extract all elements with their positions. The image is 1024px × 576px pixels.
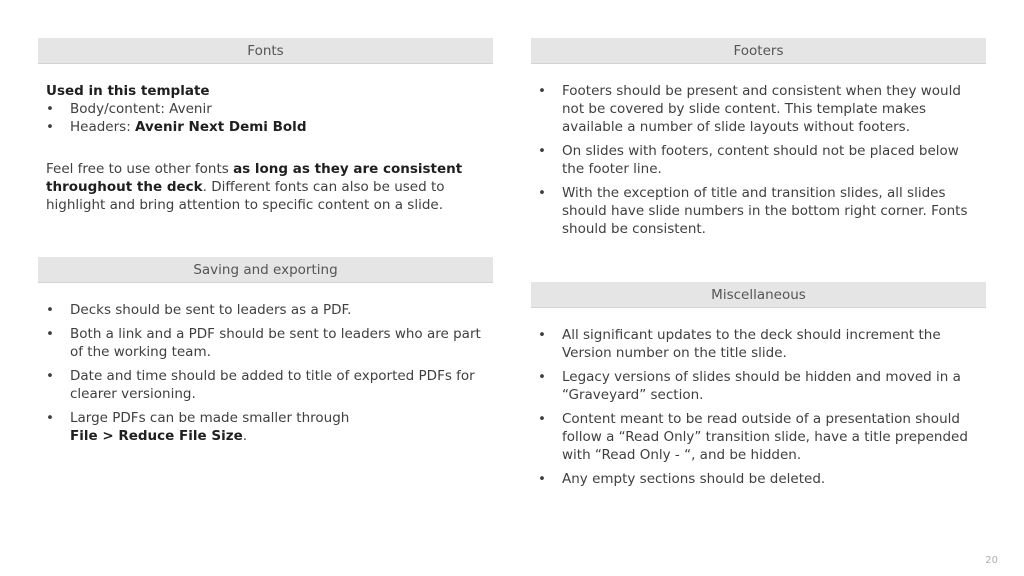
reduce-file-size-path: File > Reduce File Size [70, 428, 243, 444]
headers-font-prefix: Headers: [70, 119, 136, 135]
list-item [46, 100, 486, 118]
fonts-used-title: Used in this template [46, 83, 210, 99]
slide-number: 20 [985, 555, 998, 566]
list-item: • Decks should be sent to leaders as a PDF. [46, 301, 486, 319]
headers-font-value: Avenir Next Demi Bold [135, 119, 307, 135]
list-item: • Content meant to be read outside of a presentation should follow a “Read Only” transition slide, have a title prepended with “Read Only - “, and be hidden. [538, 410, 978, 464]
misc-section-header: Miscellaneous [531, 282, 986, 308]
fonts-used-list [46, 100, 486, 136]
saving-list [46, 301, 486, 451]
list-item: • Any empty sections should be deleted. [538, 470, 978, 488]
list-item: • Both a link and a PDF should be sent to leaders who are part of the working team. [46, 325, 486, 361]
footers-section-header: Footers [531, 38, 986, 64]
fonts-paragraph-suffix: . Different fonts can also be used to highlight and bring attention to specific content on a slide. [46, 179, 445, 213]
list-item: • All significant updates to the deck should increment the Version number on the title slide. [538, 326, 978, 362]
list-item [46, 118, 486, 136]
saving-section-header: Saving and exporting [38, 257, 493, 283]
misc-list [538, 326, 978, 494]
list-item: • Date and time should be added to title of exported PDFs for clearer versioning. [46, 367, 486, 403]
fonts-section-header: Fonts [38, 38, 493, 64]
list-item: • With the exception of title and transition slides, all slides should have slide numbers in the bottom right corner. Fonts should be consistent. [538, 184, 978, 238]
list-item: • Legacy versions of slides should be hidden and moved in a “Graveyard” section. [538, 368, 978, 404]
fonts-paragraph [46, 160, 466, 214]
body-font-label: Body/content: Avenir [70, 101, 212, 117]
list-item [46, 409, 486, 445]
fonts-paragraph-emphasis: as long as they are consistent throughout the deck [46, 161, 463, 195]
list-item: • On slides with footers, content should not be placed below the footer line. [538, 142, 978, 178]
list-item: • Footers should be present and consistent when they would not be covered by slide content. This template makes available a number of slide layouts without footers. [538, 82, 978, 136]
footers-list [538, 82, 978, 244]
fonts-paragraph-prefix: Feel free to use other fonts [46, 161, 234, 177]
saving-last-suffix: . [242, 428, 248, 444]
saving-last-prefix: Large PDFs can be made smaller through [70, 410, 350, 426]
